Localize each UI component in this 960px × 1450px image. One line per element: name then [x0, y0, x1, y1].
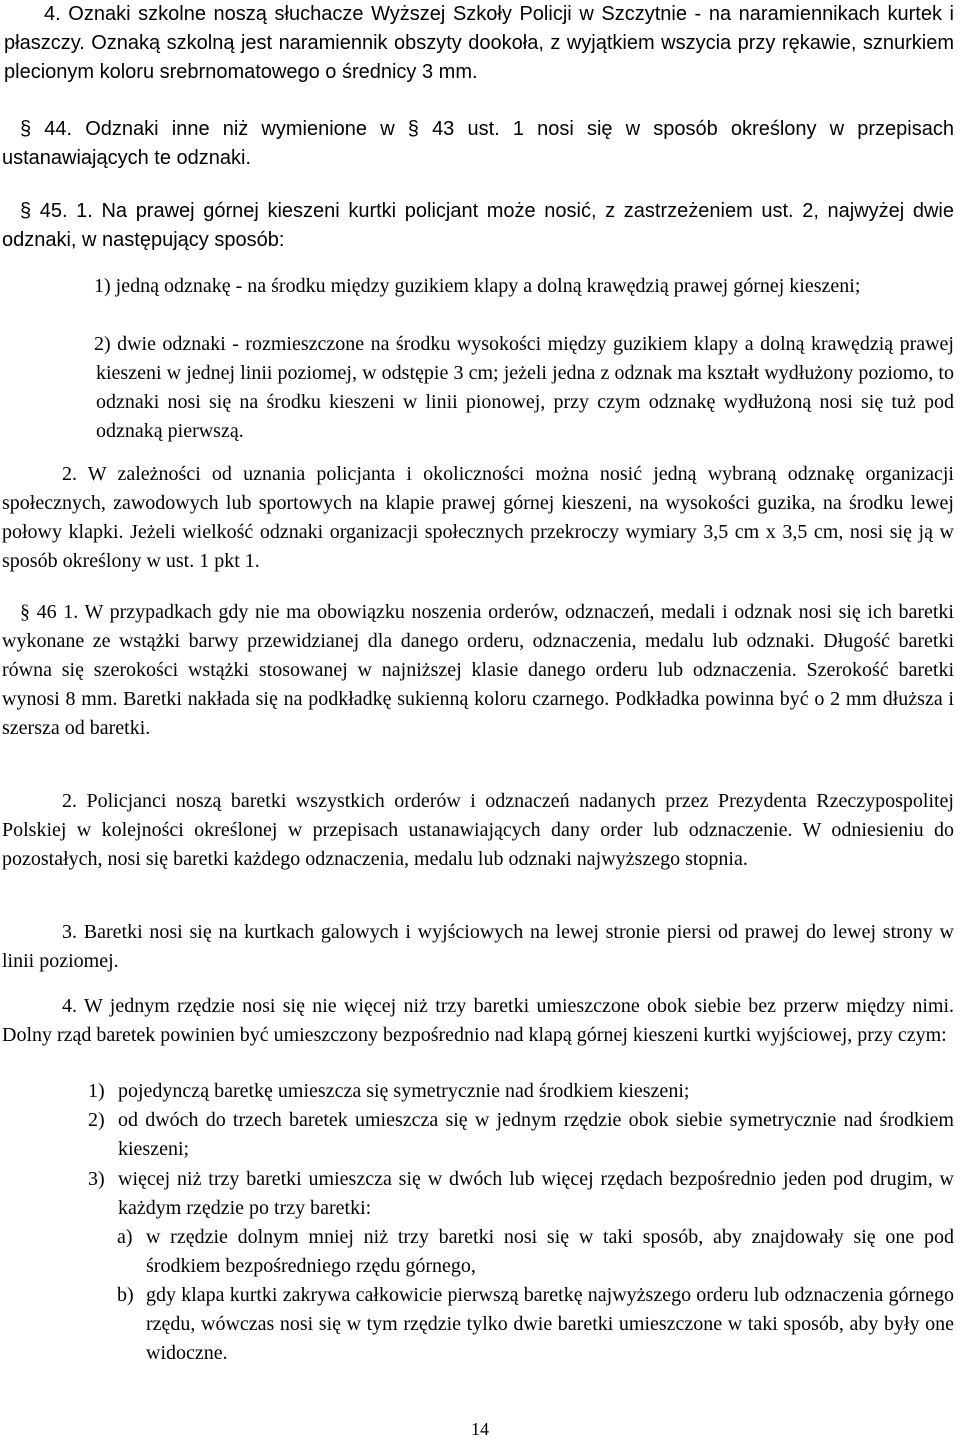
- paragraph-46-4: 4. W jednym rzędzie nosi się nie więcej niż trzy baretki umieszczone obok siebie bez przerw między nimi. Dolny rząd baretek powinien być umieszczony bezpośrednio nad klapą górnej kieszeni kurtki wyjściowej, przy czym:: [2, 995, 954, 1046]
- list-marker: 2): [88, 1109, 105, 1131]
- paragraph-45-2: 2. W zależności od uznania policjanta i okoliczności można nosić jedną wybraną odznakę organizacji społecznych, zawodowych lub sportowych na klapie prawej górnej kieszeni, na wysokości guzika, na środku lewej połowy klapki. Jeżeli wielkość odznaki organizacji społecznych przekroczy wymiary 3,5 cm x 3,5 cm, nosi się ją w sposób określony w ust. 1 pkt 1.: [2, 463, 954, 572]
- paragraph-46-3: 3. Baretki nosi się na kurtkach galowych i wyjściowych na lewej stronie piersi od prawej do lewej strony w linii poziomej.: [2, 921, 954, 972]
- paragraph-46-4-item-2: od dwóch do trzech baretek umieszcza się w jednym rzędzie obok siebie symetrycznie nad środkiem kieszeni;: [118, 1109, 954, 1160]
- list-marker: b): [117, 1284, 134, 1306]
- paragraph-46-4-item-3a: w rzędzie dolnym mniej niż trzy baretki nosi się w taki sposób, aby znajdowały się one pod środkiem bezpośredniego rzędu górnego,: [146, 1226, 954, 1277]
- paragraph-45-1-item-2: 2) dwie odznaki - rozmieszczone na środku wysokości między guzikiem klapy a dolną krawędzią prawej kieszeni w jednej linii poziomej, w odstępie 3 cm; jeżeli jedna z odznak ma kształt wydłużony poziomo, to odznaki nosi się na środku kieszeni w linii pionowej, przy czym odznakę wydłużoną nosi się tuż pod odznaką pierwszą.: [94, 333, 954, 442]
- paragraph-46-4-item-3b: gdy klapa kurtki zakrywa całkowicie pierwszą baretkę najwyższego orderu lub odznaczenia górnego rzędu, wówczas nosi się w tym rzędzie tylko dwie baretki umieszczone w taki sposób, aby były one widoczne.: [146, 1284, 954, 1364]
- paragraph-46-2: 2. Policjanci noszą baretki wszystkich orderów i odznaczeń nadanych przez Prezydenta Rzeczypospolitej Polskiej w kolejności określonej w przepisach ustanawiających dany order lub odznaczenie. W odniesieniu do pozostałych, nosi się baretki każdego odznaczenia, medalu lub odznaki najwyższego stopnia.: [2, 790, 954, 870]
- list-marker: 1): [88, 1080, 105, 1102]
- paragraph-44: § 44. Odznaki inne niż wymienione w § 43 ust. 1 nosi się w sposób określony w przepisach ustanawiających te odznaki.: [2, 118, 954, 169]
- paragraph-43-4: 4. Oznaki szkolne noszą słuchacze Wyższej Szkoły Policji w Szczytnie - na naramiennikach kurtek i płaszczy. Oznaką szkolną jest naramiennik obszyty dookoła, z wyjątkiem wszycia przy rękawie, sznurkiem plecionym koloru srebrnomatowego o średnicy 3 mm.: [4, 3, 954, 83]
- paragraph-46-4-item-1: pojedynczą baretkę umieszcza się symetrycznie nad środkiem kieszeni;: [118, 1080, 690, 1102]
- page-number: 14: [471, 1419, 489, 1439]
- paragraph-46-1: § 46 1. W przypadkach gdy nie ma obowiązku noszenia orderów, odznaczeń, medali i odznak nosi się ich baretki wykonane ze wstążki barwy przewidzianej dla danego orderu, odznaczenia, medalu lub odznaki. Długość baretki równa się szerokości wstążki stosowanej w najniższej klasie danego orderu lub odznaczenia. Szerokość baretki wynosi 8 mm. Baretki nakłada się na podkładkę sukienną koloru czarnego. Podkładka powinna być o 2 mm dłuższa i szersza od baretki.: [2, 601, 954, 739]
- list-marker: a): [117, 1226, 133, 1248]
- paragraph-45-1-item-1: 1) jedną odznakę - na środku między guzikiem klapy a dolną krawędzią prawej górnej kieszeni;: [94, 275, 861, 297]
- list-marker: 3): [88, 1168, 105, 1190]
- paragraph-46-4-item-3: więcej niż trzy baretki umieszcza się w dwóch lub więcej rzędach bezpośrednio jeden pod drugim, w każdym rzędzie po trzy baretki:: [118, 1168, 954, 1219]
- paragraph-45-1: § 45. 1. Na prawej górnej kieszeni kurtki policjant może nosić, z zastrzeżeniem ust. 2, najwyżej dwie odznaki, w następujący sposób:: [2, 200, 954, 251]
